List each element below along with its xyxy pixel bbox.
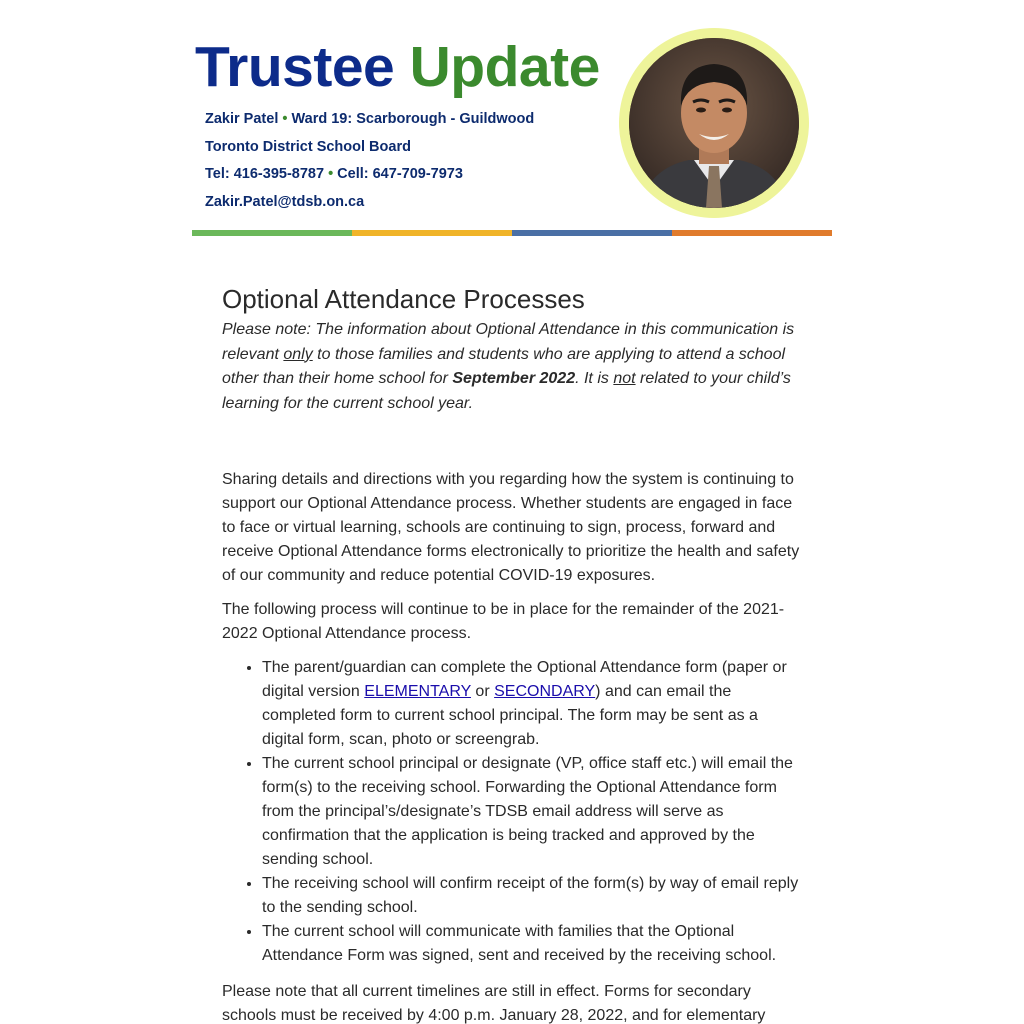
title-word-trustee: Trustee <box>195 35 395 99</box>
list-item: • The current school principal or designate (VP, office staff etc.) will email the form(s) to the receiving school. Forwarding the Optional Attendance form from the principal’s/designate’s TDSB email address will serve as confirmation that the application is being tracked and approved by the sending school. <box>262 752 802 872</box>
bar-segment-yellow <box>352 230 512 236</box>
newsletter-title <box>195 36 600 98</box>
contact-line-name <box>205 106 534 134</box>
note-underline-only: only <box>283 345 313 363</box>
trustee-name: Zakir Patel <box>205 111 279 127</box>
note-bold-date: September 2022 <box>452 370 576 387</box>
process-list <box>222 656 802 968</box>
italic-note <box>222 318 802 416</box>
list-item: • The current school will communicate with families that the Optional Attendance Form was signed, sent and received by the receiving school. <box>262 920 802 968</box>
contact-block <box>205 106 534 216</box>
trustee-portrait <box>629 38 799 208</box>
article-heading: Optional Attendance Processes <box>222 284 585 314</box>
note-text-4: related to your child’s learning for the current school year. <box>222 370 791 412</box>
note-underline-not: not <box>613 370 636 387</box>
bar-segment-orange <box>672 230 832 236</box>
note-text-1: Please note: The information about Optional Attendance in this communication is relevant <box>222 321 795 363</box>
bar-segment-green <box>192 230 352 236</box>
bullet-separator: • <box>328 166 334 182</box>
school-board-name: Toronto District School Board <box>205 138 411 155</box>
bullet-separator: • <box>282 111 288 127</box>
color-divider-bar <box>192 230 832 236</box>
contact-line-phone <box>205 161 534 189</box>
paragraph-process: The following process will continue to be in place for the remainder of the 2021-2022 Optional Attendance process. <box>222 601 785 642</box>
portrait-ring <box>619 28 809 218</box>
article-body <box>222 282 802 1024</box>
newsletter-header <box>192 24 832 236</box>
email-address[interactable]: Zakir.Patel@tdsb.on.ca <box>205 193 365 210</box>
ward-name: Ward 19: Scarborough - Guildwood <box>291 111 535 127</box>
note-text-2: to those families and students who are applying to attend a school other than their home school for <box>222 345 786 387</box>
paragraph-intro: Sharing details and directions with you regarding how the system is continuing to support our Optional Attendance process. Whether students are engaged in face to face or virtual learning, schools are continuing to sign, process, forward and receive Optional Attendance forms electronically to prioritize the health and safety of our community and reduce potential COVID-19 exposures. <box>222 471 800 584</box>
paragraph-timelines: Please note that all current timelines are still in effect. Forms for secondary schools must be received by 4:00 p.m. January 28, 2022, and for elementary <box>222 983 766 1024</box>
note-text-3: . It is <box>575 370 614 387</box>
elementary-link[interactable]: ELEMENTARY <box>364 683 471 700</box>
bar-segment-blue <box>512 230 672 236</box>
list-item: • The receiving school will confirm receipt of the form(s) by way of email reply to the sending school. <box>262 872 802 920</box>
portrait-image <box>629 38 799 208</box>
title-word-update: Update <box>409 35 600 99</box>
tel-number: Tel: 416-395-8787 <box>205 166 325 182</box>
secondary-link[interactable]: SECONDARY <box>494 683 596 700</box>
list-item <box>262 656 802 752</box>
bullet-1-text-b: or <box>470 683 495 700</box>
cell-number: Cell: 647-709-7973 <box>337 166 463 182</box>
bullet-1-text-a: The parent/guardian can complete the Optional Attendance form (paper or digital version <box>262 659 787 700</box>
bullet-1-text-c: ) and can email the completed form to current school principal. The form may be sent as a digital form, scan, photo or screengrab. <box>262 683 758 748</box>
